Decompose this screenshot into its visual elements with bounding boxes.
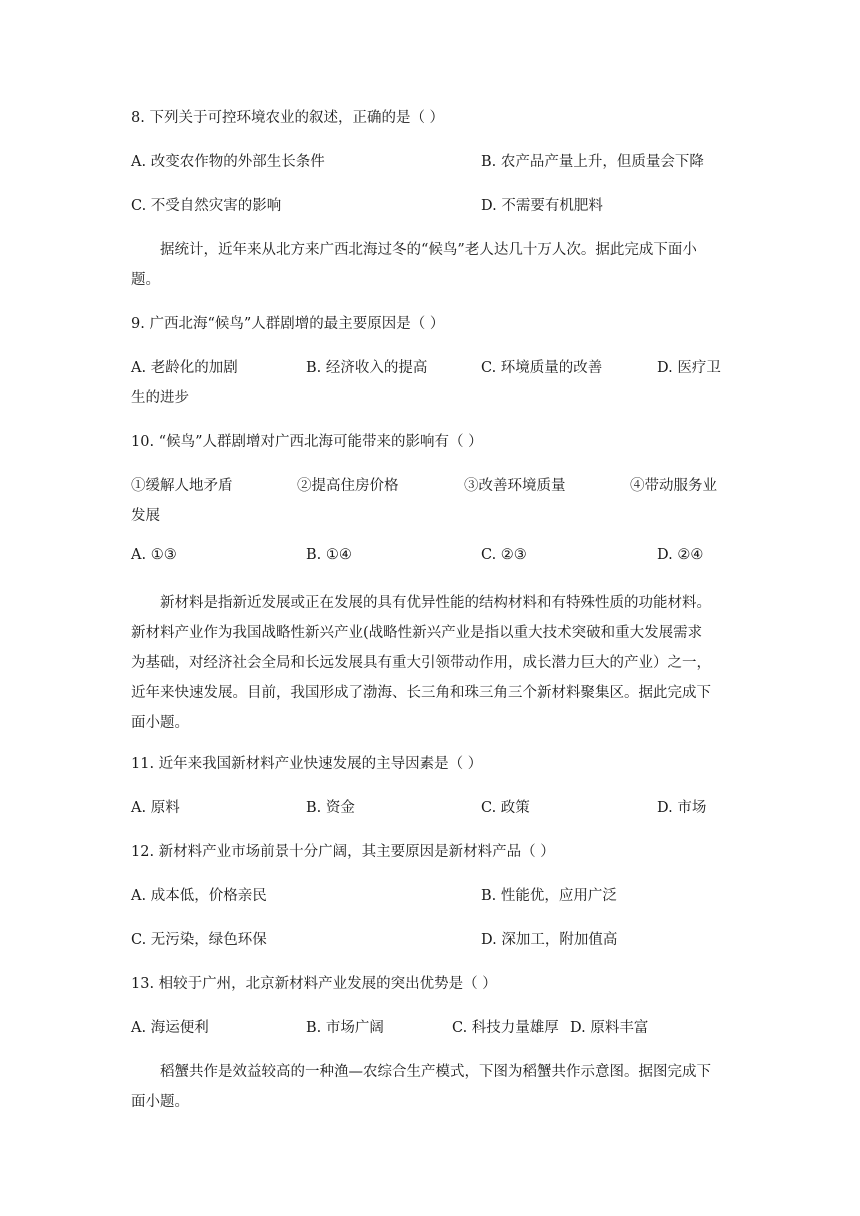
passage-2-line-1: 新材料是指新近发展或正在发展的具有优异性能的结构材料和有特殊性质的功能材料。 <box>160 595 711 611</box>
question-13-option-a: A. 海运便利 <box>131 1020 209 1036</box>
question-9-option-d: D. 医疗卫 <box>657 360 721 376</box>
question-8-option-d: D. 不需要有机肥料 <box>481 198 603 214</box>
question-11-option-b: B. 资金 <box>306 800 355 816</box>
question-10-statement-4: ④带动服务业 <box>630 478 717 494</box>
passage-3-line-2: 面小题。 <box>131 1094 189 1110</box>
question-11-option-d: D. 市场 <box>657 800 707 816</box>
question-11-stem: 11. 近年来我国新材料产业快速发展的主导因素是（ ） <box>131 756 483 772</box>
passage-2-line-4: 近年来快速发展。目前，我国形成了渤海、长三角和珠三角三个新材料聚集区。据此完成下 <box>131 685 711 701</box>
question-12-option-a: A. 成本低，价格亲民 <box>131 888 267 904</box>
question-13-option-b: B. 市场广阔 <box>306 1020 384 1036</box>
question-9-option-b: B. 经济收入的提高 <box>306 360 428 376</box>
question-10-statement-1: ①缓解人地矛盾 <box>131 478 233 494</box>
passage-2-line-3: 为基础，对经济社会全局和长远发展具有重大引领带动作用，成长潜力巨大的产业）之一， <box>131 655 711 671</box>
question-10-option-a: A. ①③ <box>131 547 177 563</box>
passage-1-line-1: 据统计，近年来从北方来广西北海过冬的“候鸟”老人达几十万人次。据此完成下面小 <box>160 242 697 258</box>
question-10-option-d: D. ②④ <box>657 547 704 563</box>
question-8-stem: 8. 下列关于可控环境农业的叙述，正确的是（ ） <box>131 110 445 126</box>
question-12-option-d: D. 深加工，附加值高 <box>481 932 618 948</box>
question-13-option-d: D. 原料丰富 <box>570 1020 649 1036</box>
passage-1-line-2: 题。 <box>131 272 160 288</box>
question-8-option-b: B. 农产品产量上升，但质量会下降 <box>481 154 704 170</box>
question-10-option-b: B. ①④ <box>306 547 352 563</box>
question-9-option-a: A. 老龄化的加剧 <box>131 360 238 376</box>
passage-3-line-1: 稻蟹共作是效益较高的一种渔—农综合生产模式，下图为稻蟹共作示意图。据图完成下 <box>160 1064 711 1080</box>
passage-2-line-2: 新材料产业作为我国战略性新兴产业(战略性新兴产业是指以重大技术突破和重大发展需求 <box>131 625 703 641</box>
question-8-option-a: A. 改变农作物的外部生长条件 <box>131 154 325 170</box>
question-10-option-c: C. ②③ <box>481 547 527 563</box>
question-9-option-d-continued: 生的进步 <box>131 390 189 406</box>
question-10-stem: 10. “候鸟”人群剧增对广西北海可能带来的影响有（ ） <box>131 434 483 450</box>
question-8-option-c: C. 不受自然灾害的影响 <box>131 198 282 214</box>
question-13-stem: 13. 相较于广州，北京新材料产业发展的突出优势是（ ） <box>131 976 497 992</box>
question-10-statement-2: ②提高住房价格 <box>297 478 399 494</box>
question-12-option-b: B. 性能优，应用广泛 <box>481 888 617 904</box>
question-13-option-c: C. 科技力量雄厚 <box>452 1020 559 1036</box>
question-10-statement-4-continued: 发展 <box>131 508 160 524</box>
question-11-option-a: A. 原料 <box>131 800 180 816</box>
question-12-stem: 12. 新材料产业市场前景十分广阔，其主要原因是新材料产品（ ） <box>131 844 555 860</box>
passage-2-line-5: 面小题。 <box>131 715 189 731</box>
question-11-option-c: C. 政策 <box>481 800 530 816</box>
question-9-option-c: C. 环境质量的改善 <box>481 360 603 376</box>
question-12-option-c: C. 无污染，绿色环保 <box>131 932 267 948</box>
question-10-statement-3: ③改善环境质量 <box>464 478 566 494</box>
question-9-stem: 9. 广西北海“候鸟”人群剧增的最主要原因是（ ） <box>131 316 445 332</box>
